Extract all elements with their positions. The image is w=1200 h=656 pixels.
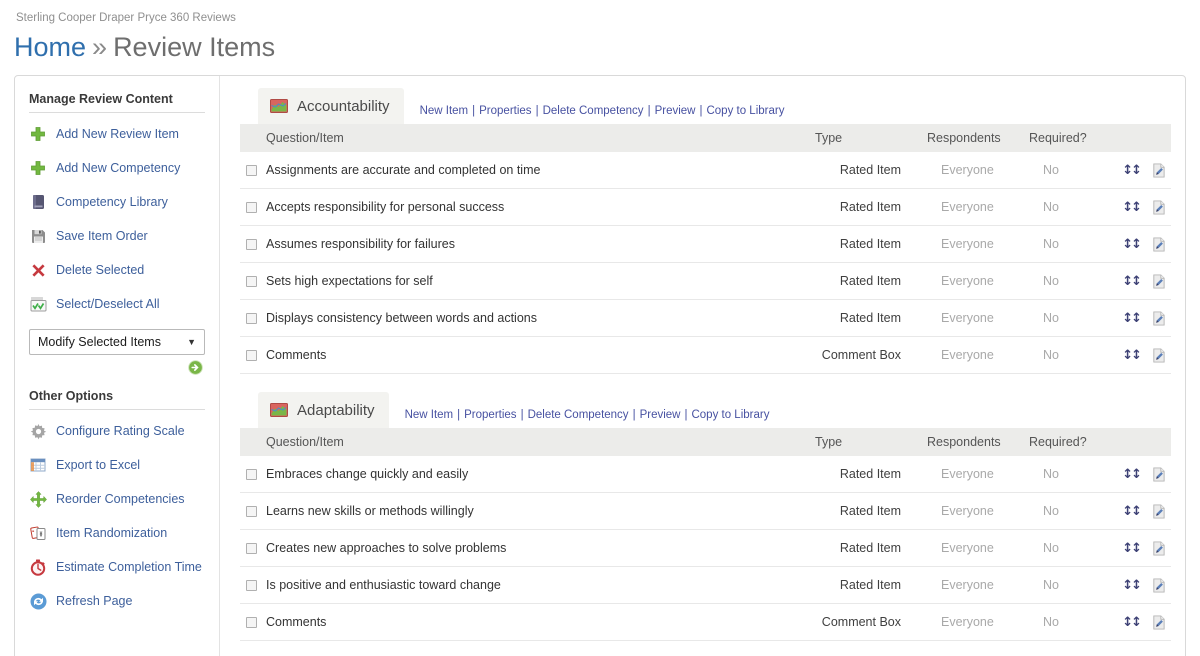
required-cell: No xyxy=(1043,348,1059,362)
edit-item-icon[interactable] xyxy=(1149,198,1167,216)
sidebar-item-label: Save Item Order xyxy=(56,229,148,243)
type-cell: Rated Item xyxy=(839,163,901,177)
respondents-cell: Everyone xyxy=(941,615,994,629)
competency-title: Accountability xyxy=(297,97,390,115)
question-text: Displays consistency between words and actions xyxy=(266,311,537,325)
competency-action-links: New Item | Properties | Delete Competency | Preview | Copy to Library xyxy=(404,409,770,421)
move-item-icon[interactable]: ↕↕ xyxy=(1122,466,1140,482)
question-text: Sets high expectations for self xyxy=(266,274,433,288)
table-header-row xyxy=(240,124,1171,152)
question-row xyxy=(240,493,1171,530)
content-panel xyxy=(14,75,1186,656)
move-item-icon[interactable]: ↕↕ xyxy=(1122,162,1140,178)
required-cell: No xyxy=(1043,541,1059,555)
type-cell: Rated Item xyxy=(839,274,901,288)
column-header-required: Required? xyxy=(1029,435,1087,449)
sidebar-item-export-to-excel[interactable] xyxy=(29,448,205,482)
type-cell: Comment Box xyxy=(821,348,901,362)
sidebar-item-label: Export to Excel xyxy=(56,458,141,472)
action-preview[interactable]: Preview xyxy=(639,409,681,421)
column-header-required: Required? xyxy=(1029,131,1087,145)
app-title: Sterling Cooper Draper Pryce 360 Reviews xyxy=(16,12,236,24)
respondents-cell: Everyone xyxy=(941,467,994,481)
select-all-icon xyxy=(29,295,47,313)
action-delete-competency[interactable]: Delete Competency xyxy=(542,105,644,117)
competency-section-adaptability xyxy=(240,392,1171,641)
move-item-icon[interactable]: ↕↕ xyxy=(1122,347,1140,363)
dropdown-value: Modify Selected Items xyxy=(38,335,161,349)
question-text: Embraces change quickly and easily xyxy=(266,467,469,481)
action-copy-to-library[interactable]: Copy to Library xyxy=(691,409,770,421)
respondents-cell: Everyone xyxy=(941,200,994,214)
action-delete-competency[interactable]: Delete Competency xyxy=(527,409,629,421)
respondents-cell: Everyone xyxy=(941,504,994,518)
manage-review-content-header: Manage Review Content xyxy=(29,92,205,113)
question-text: Creates new approaches to solve problems xyxy=(266,541,507,555)
sidebar-item-select-deselect-all[interactable] xyxy=(29,287,205,321)
move-item-icon[interactable]: ↕↕ xyxy=(1122,577,1140,593)
row-checkbox[interactable] xyxy=(246,276,257,287)
row-checkbox[interactable] xyxy=(246,580,257,591)
column-header-respondents: Respondents xyxy=(927,131,1001,145)
save-icon xyxy=(29,227,47,245)
question-text: Learns new skills or methods willingly xyxy=(266,504,474,518)
action-properties[interactable]: Properties xyxy=(464,409,517,421)
row-checkbox[interactable] xyxy=(246,165,257,176)
sidebar-item-label: Add New Competency xyxy=(56,161,181,175)
competency-action-links: New Item | Properties | Delete Competency | Preview | Copy to Library xyxy=(419,105,785,117)
sidebar-item-add-new-competency[interactable] xyxy=(29,151,205,185)
question-row xyxy=(240,300,1171,337)
competency-section-accountability xyxy=(240,88,1171,374)
spreadsheet-icon xyxy=(29,456,47,474)
chart-icon xyxy=(270,97,288,115)
column-header-question: Question/Item xyxy=(266,435,344,449)
refresh-icon xyxy=(29,592,47,610)
row-checkbox[interactable] xyxy=(246,543,257,554)
question-row xyxy=(240,226,1171,263)
sidebar-item-label: Add New Review Item xyxy=(56,127,179,141)
row-checkbox[interactable] xyxy=(246,313,257,324)
move-item-icon[interactable]: ↕↕ xyxy=(1122,273,1140,289)
type-cell: Rated Item xyxy=(839,467,901,481)
required-cell: No xyxy=(1043,274,1059,288)
question-text: Accepts responsibility for personal success xyxy=(266,200,505,214)
chevron-down-icon: ▼ xyxy=(187,337,196,347)
breadcrumb xyxy=(0,24,1200,75)
row-checkbox[interactable] xyxy=(246,239,257,250)
chart-icon xyxy=(270,401,288,419)
sidebar-item-configure-rating-scale[interactable] xyxy=(29,414,205,448)
question-text: Comments xyxy=(266,348,327,362)
respondents-cell: Everyone xyxy=(941,311,994,325)
column-header-question: Question/Item xyxy=(266,131,344,145)
respondents-cell: Everyone xyxy=(941,274,994,288)
sidebar xyxy=(15,76,220,656)
respondents-cell: Everyone xyxy=(941,237,994,251)
move-item-icon[interactable]: ↕↕ xyxy=(1122,503,1140,519)
question-text: Comments xyxy=(266,615,327,629)
edit-item-icon[interactable] xyxy=(1149,235,1167,253)
move-item-icon[interactable]: ↕↕ xyxy=(1122,310,1140,326)
action-new-item[interactable]: New Item xyxy=(419,105,469,117)
book-icon xyxy=(29,193,47,211)
breadcrumb-home-link[interactable]: Home xyxy=(14,32,87,62)
question-row xyxy=(240,604,1171,641)
stopwatch-icon xyxy=(29,558,47,576)
required-cell: No xyxy=(1043,163,1059,177)
required-cell: No xyxy=(1043,578,1059,592)
action-new-item[interactable]: New Item xyxy=(404,409,454,421)
sidebar-item-reorder-competencies[interactable] xyxy=(29,482,205,516)
plus-icon xyxy=(29,159,47,177)
move-item-icon[interactable]: ↕↕ xyxy=(1122,614,1140,630)
sidebar-item-label: Delete Selected xyxy=(56,263,145,277)
edit-item-icon[interactable] xyxy=(1149,465,1167,483)
sidebar-item-label: Configure Rating Scale xyxy=(56,424,185,438)
required-cell: No xyxy=(1043,237,1059,251)
sidebar-item-delete-selected[interactable] xyxy=(29,253,205,287)
move-item-icon[interactable]: ↕↕ xyxy=(1122,540,1140,556)
go-arrow-button[interactable] xyxy=(188,360,203,375)
sidebar-item-estimate-completion-time[interactable] xyxy=(29,550,205,584)
required-cell: No xyxy=(1043,467,1059,481)
sidebar-item-label: Estimate Completion Time xyxy=(56,560,202,574)
edit-item-icon[interactable] xyxy=(1149,502,1167,520)
question-row xyxy=(240,456,1171,493)
row-checkbox[interactable] xyxy=(246,469,257,480)
move-arrows-icon xyxy=(29,490,47,508)
row-checkbox[interactable] xyxy=(246,617,257,628)
respondents-cell: Everyone xyxy=(941,541,994,555)
question-row xyxy=(240,337,1171,374)
sidebar-item-add-new-review-item[interactable] xyxy=(29,117,205,151)
required-cell: No xyxy=(1043,615,1059,629)
respondents-cell: Everyone xyxy=(941,578,994,592)
edit-item-icon[interactable] xyxy=(1149,272,1167,290)
row-checkbox[interactable] xyxy=(246,202,257,213)
delete-x-icon xyxy=(29,261,47,279)
question-text: Assumes responsibility for failures xyxy=(266,237,455,251)
question-row xyxy=(240,567,1171,604)
required-cell: No xyxy=(1043,311,1059,325)
sidebar-item-item-randomization[interactable] xyxy=(29,516,205,550)
competency-tab xyxy=(258,392,389,428)
edit-item-icon[interactable] xyxy=(1149,576,1167,594)
sidebar-item-save-item-order[interactable] xyxy=(29,219,205,253)
move-item-icon[interactable]: ↕↕ xyxy=(1122,236,1140,252)
breadcrumb-separator: » xyxy=(92,32,108,62)
question-row xyxy=(240,530,1171,567)
type-cell: Rated Item xyxy=(839,504,901,518)
edit-item-icon[interactable] xyxy=(1149,346,1167,364)
row-checkbox[interactable] xyxy=(246,506,257,517)
question-row xyxy=(240,152,1171,189)
type-cell: Rated Item xyxy=(839,541,901,555)
gear-icon xyxy=(29,422,47,440)
edit-item-icon[interactable] xyxy=(1149,309,1167,327)
edit-item-icon[interactable] xyxy=(1149,161,1167,179)
question-text: Assignments are accurate and completed on time xyxy=(266,163,541,177)
respondents-cell: Everyone xyxy=(941,348,994,362)
sidebar-item-label: Competency Library xyxy=(56,195,168,209)
table-header-row xyxy=(240,428,1171,456)
question-row xyxy=(240,189,1171,226)
modify-selected-items-dropdown[interactable] xyxy=(29,329,205,355)
column-header-respondents: Respondents xyxy=(927,435,1001,449)
column-header-type: Type xyxy=(815,435,843,449)
respondents-cell: Everyone xyxy=(941,163,994,177)
plus-icon xyxy=(29,125,47,143)
question-row xyxy=(240,263,1171,300)
type-cell: Comment Box xyxy=(821,615,901,629)
move-item-icon[interactable]: ↕↕ xyxy=(1122,199,1140,215)
sidebar-item-competency-library[interactable] xyxy=(29,185,205,219)
cards-icon xyxy=(29,524,47,542)
action-copy-to-library[interactable]: Copy to Library xyxy=(706,105,785,117)
edit-item-icon[interactable] xyxy=(1149,613,1167,631)
page-title: Review Items xyxy=(113,32,276,62)
row-checkbox[interactable] xyxy=(246,350,257,361)
type-cell: Rated Item xyxy=(839,237,901,251)
action-preview[interactable]: Preview xyxy=(654,105,696,117)
sidebar-item-label: Reorder Competencies xyxy=(56,492,185,506)
review-items-main xyxy=(220,76,1185,656)
required-cell: No xyxy=(1043,200,1059,214)
sidebar-item-label: Select/Deselect All xyxy=(56,297,160,311)
other-options-header: Other Options xyxy=(29,389,205,410)
question-text: Is positive and enthusiastic toward change xyxy=(266,578,501,592)
competency-title: Adaptability xyxy=(297,401,375,419)
sidebar-item-label: Refresh Page xyxy=(56,594,133,608)
type-cell: Rated Item xyxy=(839,311,901,325)
action-properties[interactable]: Properties xyxy=(479,105,532,117)
sidebar-item-label: Item Randomization xyxy=(56,526,168,540)
required-cell: No xyxy=(1043,504,1059,518)
sidebar-item-refresh-page[interactable] xyxy=(29,584,205,618)
type-cell: Rated Item xyxy=(839,200,901,214)
type-cell: Rated Item xyxy=(839,578,901,592)
column-header-type: Type xyxy=(815,131,843,145)
edit-item-icon[interactable] xyxy=(1149,539,1167,557)
competency-tab xyxy=(258,88,404,124)
